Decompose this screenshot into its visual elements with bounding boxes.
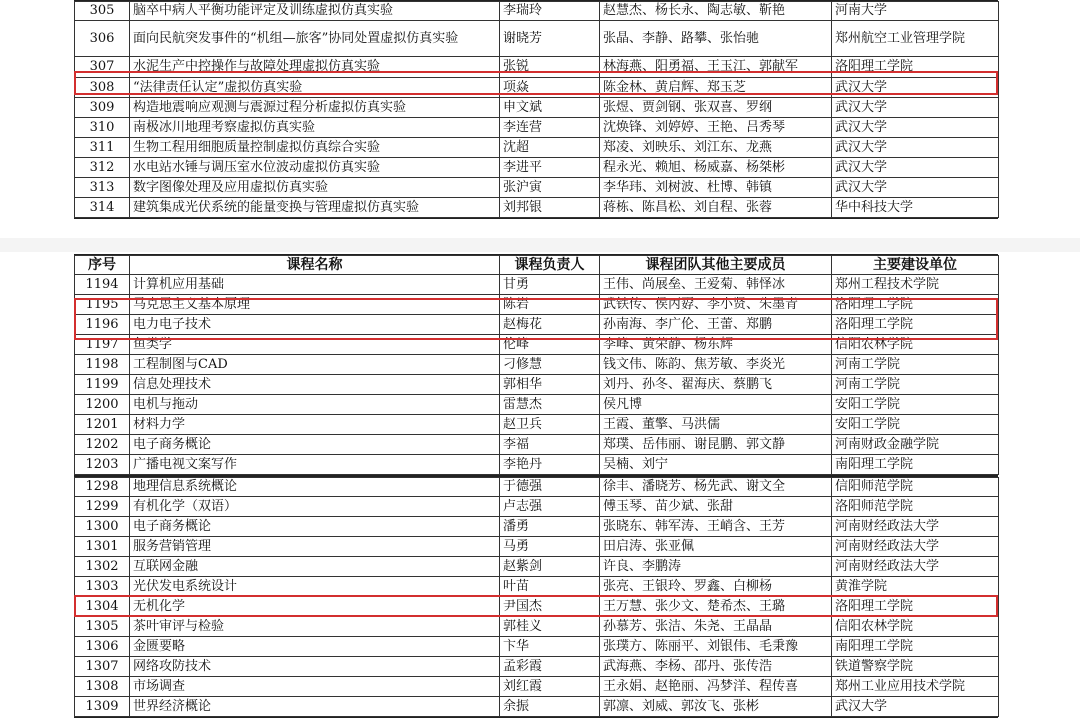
cell-course-name: 茶叶审评与检验: [130, 617, 500, 637]
table-row: [75, 198, 999, 218]
cell-institution: 河南财经政法大学: [832, 557, 999, 577]
table-body-section2: [75, 275, 999, 475]
table-row: [75, 78, 999, 98]
cell-team-members: 王霞、董擎、马洪儒: [600, 415, 832, 435]
cell-course-name: 信息处理技术: [130, 375, 500, 395]
cell-team-members: 刘丹、孙冬、翟海庆、蔡鹏飞: [600, 375, 832, 395]
table-row: [75, 98, 999, 118]
cell-team-members: 徐丰、潘晓芳、杨先武、谢文全: [600, 478, 832, 497]
cell-course-leader: 赵梅花: [500, 315, 600, 335]
cell-course-name: 广播电视文案写作: [130, 455, 500, 475]
cell-course-leader: 刘红霞: [500, 677, 600, 697]
cell-team-members: 傅玉琴、苗少斌、张甜: [600, 497, 832, 517]
header-course-name: 课程名称: [130, 256, 500, 275]
cell-course-leader: 潘勇: [500, 517, 600, 537]
cell-institution: 武汉大学: [832, 158, 999, 178]
cell-course-name: 脑卒中病人平衡功能评定及训练虚拟仿真实验: [130, 2, 500, 21]
cell-team-members: 程永光、赖旭、杨威嘉、杨桀彬: [600, 158, 832, 178]
cell-team-members: 武海燕、李杨、邵丹、张传浩: [600, 657, 832, 677]
cell-course-name: 马克思主义基本原理: [130, 295, 500, 315]
table-body-section3: [75, 478, 999, 717]
cell-institution: 南阳理工学院: [832, 455, 999, 475]
cell-row-index: 313: [75, 178, 130, 198]
cell-course-leader: 陈岩: [500, 295, 600, 315]
cell-course-leader: 张锐: [500, 57, 600, 78]
header-institution: 主要建设单位: [832, 256, 999, 275]
cell-row-index: 1195: [75, 295, 130, 315]
cell-institution: 武汉大学: [832, 697, 999, 717]
header-team-members: 课程团队其他主要成员: [600, 256, 832, 275]
table-row: [75, 497, 999, 517]
cell-team-members: 郑璞、岳伟丽、谢昆鹏、郭文静: [600, 435, 832, 455]
cell-team-members: 陈金林、黄启辉、郑玉芝: [600, 78, 832, 98]
cell-course-name: 数字图像处理及应用虚拟仿真实验: [130, 178, 500, 198]
cell-row-index: 312: [75, 158, 130, 178]
cell-row-index: 1196: [75, 315, 130, 335]
table-row: [75, 415, 999, 435]
table-row: [75, 275, 999, 295]
cell-course-leader: 卞华: [500, 637, 600, 657]
cell-course-name: 有机化学（双语）: [130, 497, 500, 517]
table-row: [75, 295, 999, 315]
cell-team-members: 孙慕芳、张洁、朱尧、王晶晶: [600, 617, 832, 637]
table-row: [75, 355, 999, 375]
cell-course-leader: 赵卫兵: [500, 415, 600, 435]
table-row: [75, 158, 999, 178]
table-row: [75, 617, 999, 637]
cell-course-leader: 于德强: [500, 478, 600, 497]
cell-course-leader: 赵紫剑: [500, 557, 600, 577]
cell-course-leader: 雷慧杰: [500, 395, 600, 415]
cell-course-leader: 余振: [500, 697, 600, 717]
cell-team-members: 张煜、贾剑钢、张双喜、罗纲: [600, 98, 832, 118]
cell-row-index: 1302: [75, 557, 130, 577]
table-row: [75, 57, 999, 78]
table-row: [75, 537, 999, 557]
cell-row-index: 1202: [75, 435, 130, 455]
cell-row-index: 1299: [75, 497, 130, 517]
cell-institution: 安阳工学院: [832, 395, 999, 415]
cell-row-index: 308: [75, 78, 130, 98]
table-row: [75, 637, 999, 657]
table-body-section1: [75, 2, 999, 218]
cell-course-name: 服务营销管理: [130, 537, 500, 557]
table-section-virtual-sim: [74, 0, 998, 219]
cell-team-members: 郑凌、刘映乐、刘江东、龙燕: [600, 138, 832, 158]
cell-course-name: 网络攻防技术: [130, 657, 500, 677]
cell-institution: 安阳工学院: [832, 415, 999, 435]
cell-institution: 河南财政金融学院: [832, 435, 999, 455]
cell-course-leader: 孟彩霞: [500, 657, 600, 677]
cell-row-index: 309: [75, 98, 130, 118]
cell-team-members: 林海燕、阳勇福、王玉江、郭献军: [600, 57, 832, 78]
cell-team-members: 赵慧杰、杨长永、陶志敏、靳艳: [600, 2, 832, 21]
cell-row-index: 1300: [75, 517, 130, 537]
cell-team-members: 田启涛、张亚佩: [600, 537, 832, 557]
cell-team-members: 沈焕锋、刘婷婷、王艳、吕秀琴: [600, 118, 832, 138]
header-leader: 课程负责人: [500, 256, 600, 275]
cell-row-index: 310: [75, 118, 130, 138]
cell-row-index: 1197: [75, 335, 130, 355]
table-row: [75, 677, 999, 697]
cell-course-name: 水泥生产中控操作与故障处理虚拟仿真实验: [130, 57, 500, 78]
cell-row-index: 1305: [75, 617, 130, 637]
cell-team-members: 王伟、尚展垒、王爱菊、韩怿冰: [600, 275, 832, 295]
cell-team-members: 蒋栋、陈昌松、刘自程、张蓉: [600, 198, 832, 218]
cell-course-leader: 项焱: [500, 78, 600, 98]
cell-institution: 洛阳师范学院: [832, 497, 999, 517]
table-row: [75, 21, 999, 57]
cell-course-name: 建筑集成光伏系统的能量变换与管理虚拟仿真实验: [130, 198, 500, 218]
table-row: [75, 435, 999, 455]
table-row: [75, 697, 999, 717]
cell-institution: 信阳师范学院: [832, 478, 999, 497]
cell-institution: 郑州工程技术学院: [832, 275, 999, 295]
cell-course-leader: 李进平: [500, 158, 600, 178]
cell-institution: 河南财经政法大学: [832, 517, 999, 537]
cell-institution: 郑州航空工业管理学院: [832, 21, 999, 57]
cell-team-members: 武铁传、侯丙孬、李小贤、朱墨青: [600, 295, 832, 315]
cell-institution: 南阳理工学院: [832, 637, 999, 657]
cell-team-members: 侯凡博: [600, 395, 832, 415]
cell-course-name: 构造地震响应观测与震源过程分析虚拟仿真实验: [130, 98, 500, 118]
cell-course-name: 世界经济概论: [130, 697, 500, 717]
cell-row-index: 1301: [75, 537, 130, 557]
cell-institution: 洛阳理工学院: [832, 57, 999, 78]
cell-course-name: 光伏发电系统设计: [130, 577, 500, 597]
cell-row-index: 311: [75, 138, 130, 158]
cell-course-name: 电子商务概论: [130, 435, 500, 455]
cell-institution: 华中科技大学: [832, 198, 999, 218]
cell-institution: 河南财经政法大学: [832, 537, 999, 557]
cell-row-index: 1308: [75, 677, 130, 697]
cell-row-index: 1298: [75, 478, 130, 497]
table-section-courses-b: [74, 476, 998, 718]
cell-course-name: 南极冰川地理考察虚拟仿真实验: [130, 118, 500, 138]
cell-course-leader: 申文斌: [500, 98, 600, 118]
table-row: [75, 375, 999, 395]
cell-institution: 信阳农林学院: [832, 617, 999, 637]
cell-course-leader: 李瑞玲: [500, 2, 600, 21]
cell-institution: 洛阳理工学院: [832, 315, 999, 335]
cell-row-index: 1198: [75, 355, 130, 375]
cell-institution: 河南工学院: [832, 355, 999, 375]
cell-institution: 河南大学: [832, 2, 999, 21]
cell-course-name: 水电站水锤与调压室水位波动虚拟仿真实验: [130, 158, 500, 178]
cell-team-members: 郭凛、刘威、郭汝飞、张彬: [600, 697, 832, 717]
cell-row-index: 1201: [75, 415, 130, 435]
table-row: [75, 118, 999, 138]
cell-row-index: 307: [75, 57, 130, 78]
cell-row-index: 1309: [75, 697, 130, 717]
cell-row-index: 314: [75, 198, 130, 218]
table-row: [75, 178, 999, 198]
cell-institution: 武汉大学: [832, 98, 999, 118]
cell-institution: 洛阳理工学院: [832, 295, 999, 315]
section-gap: [0, 238, 1080, 252]
cell-institution: 洛阳理工学院: [832, 597, 999, 617]
cell-course-leader: 刁修慧: [500, 355, 600, 375]
cell-course-name: 金匮要略: [130, 637, 500, 657]
cell-course-leader: 李福: [500, 435, 600, 455]
cell-row-index: 306: [75, 21, 130, 57]
cell-team-members: 孙南海、李广伦、王蕾、郑鹏: [600, 315, 832, 335]
cell-course-name: 电机与拖动: [130, 395, 500, 415]
cell-course-name: 电力电子技术: [130, 315, 500, 335]
cell-row-index: 1199: [75, 375, 130, 395]
cell-course-name: 材料力学: [130, 415, 500, 435]
cell-institution: 河南工学院: [832, 375, 999, 395]
table-row: [75, 478, 999, 497]
cell-team-members: 王永娟、赵艳丽、冯梦洋、程传喜: [600, 677, 832, 697]
cell-institution: 武汉大学: [832, 78, 999, 98]
cell-team-members: 王万慧、张少文、楚希杰、王璐: [600, 597, 832, 617]
cell-course-leader: 甘勇: [500, 275, 600, 295]
table-section-courses-a: [74, 254, 998, 476]
cell-row-index: 305: [75, 2, 130, 21]
cell-institution: 信阳农林学院: [832, 335, 999, 355]
table-row: [75, 395, 999, 415]
table-row: [75, 2, 999, 21]
cell-team-members: 吴楠、刘宁: [600, 455, 832, 475]
cell-course-leader: 卢志强: [500, 497, 600, 517]
table-row: [75, 577, 999, 597]
cell-row-index: 1200: [75, 395, 130, 415]
cell-course-name: 电子商务概论: [130, 517, 500, 537]
cell-course-name: 鱼类学: [130, 335, 500, 355]
table-row: [75, 517, 999, 537]
cell-course-leader: 尹国杰: [500, 597, 600, 617]
cell-team-members: 钱文伟、陈韵、焦芳敏、李炎光: [600, 355, 832, 375]
cell-course-name: 计算机应用基础: [130, 275, 500, 295]
cell-course-leader: 谢晓芳: [500, 21, 600, 57]
cell-course-leader: 马勇: [500, 537, 600, 557]
cell-row-index: 1307: [75, 657, 130, 677]
cell-course-leader: 郭相华: [500, 375, 600, 395]
cell-team-members: 李华玮、刘树波、杜博、韩镇: [600, 178, 832, 198]
cell-course-name: 面向民航突发事件的“机组—旅客”协同处置虚拟仿真实验: [130, 21, 500, 57]
cell-course-name: 市场调查: [130, 677, 500, 697]
cell-course-leader: 叶苗: [500, 577, 600, 597]
table-row: [75, 557, 999, 577]
table-row: [75, 315, 999, 335]
cell-team-members: 许良、李鹏涛: [600, 557, 832, 577]
cell-team-members: 张晓东、韩军涛、王峭含、王芳: [600, 517, 832, 537]
cell-row-index: 1203: [75, 455, 130, 475]
table-row: [75, 455, 999, 475]
cell-course-name: 互联网金融: [130, 557, 500, 577]
header-index: 序号: [75, 256, 130, 275]
cell-course-leader: 李艳丹: [500, 455, 600, 475]
cell-team-members: 张璞方、陈丽平、刘银伟、毛秉豫: [600, 637, 832, 657]
cell-row-index: 1194: [75, 275, 130, 295]
cell-course-leader: 伦峰: [500, 335, 600, 355]
table-row: [75, 597, 999, 617]
cell-row-index: 1306: [75, 637, 130, 657]
cell-row-index: 1304: [75, 597, 130, 617]
cell-team-members: 张晶、李静、路攀、张怡驰: [600, 21, 832, 57]
cell-course-name: 工程制图与CAD: [130, 355, 500, 375]
cell-institution: 铁道警察学院: [832, 657, 999, 677]
cell-course-leader: 郭桂义: [500, 617, 600, 637]
cell-institution: 武汉大学: [832, 118, 999, 138]
table-row: [75, 138, 999, 158]
cell-course-leader: 李连营: [500, 118, 600, 138]
cell-course-name: 地理信息系统概论: [130, 478, 500, 497]
cell-row-index: 1303: [75, 577, 130, 597]
table-row: [75, 335, 999, 355]
cell-team-members: 张亮、王银玲、罗鑫、白柳杨: [600, 577, 832, 597]
cell-course-leader: 沈超: [500, 138, 600, 158]
cell-institution: 黄淮学院: [832, 577, 999, 597]
cell-institution: 武汉大学: [832, 178, 999, 198]
cell-institution: 武汉大学: [832, 138, 999, 158]
cell-institution: 郑州工业应用技术学院: [832, 677, 999, 697]
cell-course-name: “法律责任认定”虚拟仿真实验: [130, 78, 500, 98]
table-row: [75, 657, 999, 677]
cell-course-name: 无机化学: [130, 597, 500, 617]
table-header-row: [75, 256, 999, 275]
cell-course-leader: 刘邦银: [500, 198, 600, 218]
cell-course-leader: 张沪寅: [500, 178, 600, 198]
cell-team-members: 李峰、黄荣静、杨东辉: [600, 335, 832, 355]
cell-course-name: 生物工程用细胞质量控制虚拟仿真综合实验: [130, 138, 500, 158]
